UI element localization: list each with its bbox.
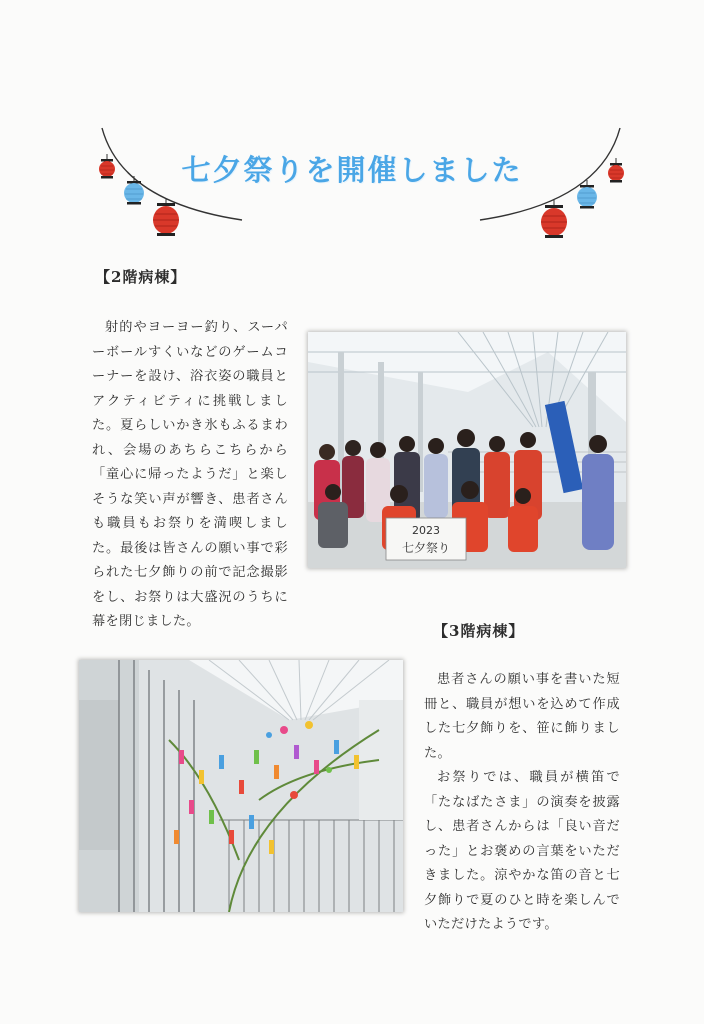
tanabata-decoration-photo xyxy=(79,660,403,912)
section-body-2f: 射的やヨーヨー釣り、スーパーボールすくいなどのゲームコーナーを設け、浴衣姿の職員とアクティビティに挑戦しました。夏らしいかき氷もふるまわれ、会場のあちらこちらから「童心に帰ったようだ」と楽しそうな笑い声が響き、患者さんも職員もお祭りを満喫しました。最後は皆さんの願い事で彩られた七夕飾りの前で記念撮影をし、お祭りは大盛況のうちに幕を閉じました。 xyxy=(92,320,288,629)
section-heading-2f: 【2階病棟】 xyxy=(95,268,187,286)
section-heading-3f: 【3階病棟】 xyxy=(433,622,525,640)
section-body-3f-paragraph-1: 患者さんの願い事を書いた短冊と、職員が想いを込めて作成した七夕飾りを、笹に飾りました。 xyxy=(424,672,620,761)
page-title: 七夕祭りを開催しました xyxy=(181,153,523,187)
tanabata-decoration-image xyxy=(79,660,403,912)
group-photo-image xyxy=(308,332,626,568)
group-photo xyxy=(308,332,626,568)
photo-sign-year: 2023 xyxy=(412,524,440,537)
photo-sign-text: 七夕祭り xyxy=(401,541,451,555)
section-body-3f xyxy=(424,668,620,938)
section-body-3f-paragraph-2: お祭りでは、職員が横笛で「たなばたさま」の演奏を披露し、患者さんからは「良い音だった」とお褒めの言葉をいただきました。涼やかな笛の音と七夕飾りで夏のひと時を楽しんでいただけたようです。 xyxy=(424,770,620,932)
